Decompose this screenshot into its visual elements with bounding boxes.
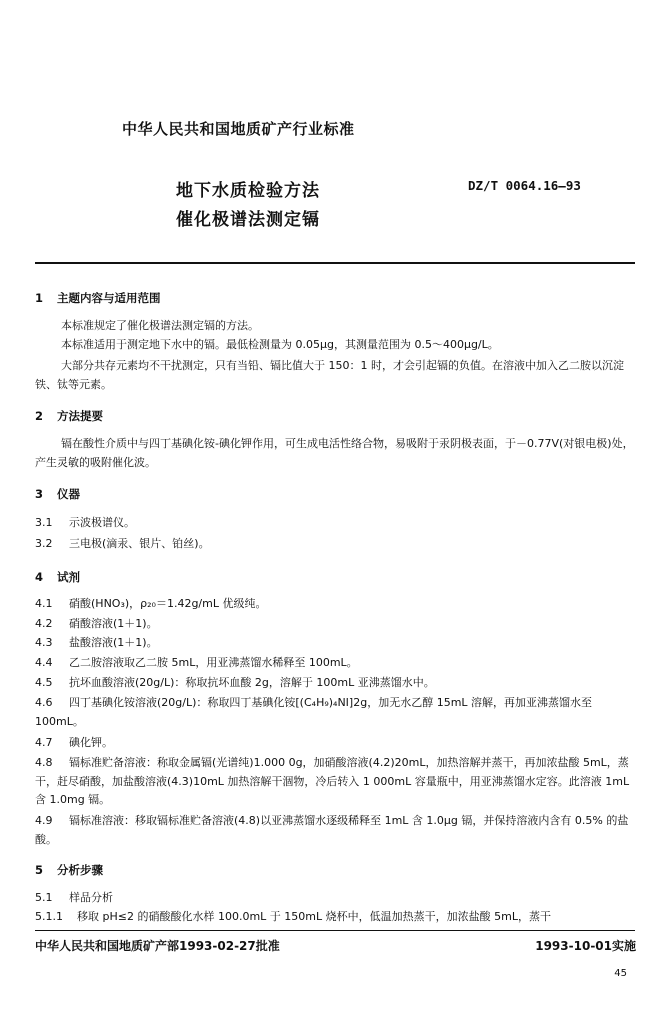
item-text: 镉标准贮备溶液：称取金属镉(光谱纯)1.000 0g，加硝酸溶液(4.2)20mL，加热溶解并蒸干，再加浓盐酸 5mL，蒸干，赶尽硝酸，加盐酸溶液(4.3)10mL 加热溶解干涸物，冷后转入 1 000mL 容量瓶中，用亚沸蒸馏水定容。此溶液 1mL 含 1.0mg 镉。	[35, 756, 630, 806]
list-item	[35, 889, 635, 908]
item-number: 4.1	[35, 597, 53, 610]
section-title: 分析步骤	[57, 863, 103, 877]
issuing-body-heading: 中华人民共和国地质矿产行业标准	[122, 120, 355, 138]
section-number: 4	[35, 570, 44, 584]
section-number: 1	[35, 291, 44, 305]
paragraph: 大部分共存元素均不干扰测定，只有当铅、镉比值大于 150：1 时，才会引起镉的负值。在溶液中加入乙二胺以沉淀铁、钛等元素。	[35, 359, 624, 391]
approval-date: 中华人民共和国地质矿产部1993-02-27批准	[35, 939, 280, 953]
section-number: 5	[35, 863, 44, 877]
item-number: 4.4	[35, 656, 53, 669]
list-item	[35, 734, 635, 753]
item-text: 乙二胺溶液取乙二胺 5mL，用亚沸蒸馏水稀释至 100mL。	[69, 656, 358, 669]
list-item	[35, 694, 635, 731]
document-title-line2: 催化极谱法测定镉	[176, 210, 320, 230]
list-item	[35, 674, 635, 693]
item-text: 移取 pH≤2 的硝酸酸化水样 100.0mL 于 150mL 烧杯中，低温加热蒸干，加浓盐酸 5mL，蒸干	[77, 910, 551, 923]
item-number: 4.5	[35, 676, 53, 689]
list-item	[35, 812, 635, 849]
footer-divider	[35, 930, 635, 931]
item-number: 3.2	[35, 537, 53, 550]
item-text: 示波极谱仪。	[69, 516, 135, 529]
item-text: 盐酸溶液(1＋1)。	[69, 636, 158, 649]
item-text: 碘化钾。	[69, 736, 113, 749]
paragraph: 镉在酸性介质中与四丁基碘化铵-碘化钾作用，可生成电活性络合物，易吸附于汞阴极表面，于－0.77V(对银电极)处，产生灵敏的吸附催化波。	[35, 437, 634, 469]
item-text: 三电极(滴汞、银片、铂丝)。	[69, 537, 210, 550]
list-item	[35, 654, 635, 673]
item-number: 3.1	[35, 516, 53, 529]
section-title: 主题内容与适用范围	[57, 291, 161, 305]
paragraph: 本标准规定了催化极谱法测定镉的方法。	[61, 319, 259, 332]
item-text: 抗坏血酸溶液(20g/L)：称取抗坏血酸 2g，溶解于 100mL 亚沸蒸馏水中。	[69, 676, 435, 689]
list-item	[35, 595, 635, 614]
section-number: 2	[35, 409, 44, 423]
paragraph: 本标准适用于测定地下水中的镉。最低检测量为 0.05μg，其测量范围为 0.5～400μg/L。	[61, 338, 499, 351]
list-item	[35, 535, 635, 554]
item-text: 镉标准溶液：移取镉标准贮备溶液(4.8)以亚沸蒸馏水逐级稀释至 1mL 含 1.0μg 镉，并保持溶液内含有 0.5% 的盐酸。	[35, 814, 629, 846]
item-number: 4.2	[35, 617, 53, 630]
section-number: 3	[35, 487, 44, 501]
item-number: 5.1.1	[35, 910, 63, 923]
item-text: 硝酸(HNO₃)，ρ₂₀＝1.42g/mL 优级纯。	[69, 597, 267, 610]
list-item	[35, 908, 635, 927]
item-text: 硝酸溶液(1＋1)。	[69, 617, 158, 630]
section-title: 方法提要	[57, 409, 103, 423]
section-3-heading	[35, 486, 80, 502]
page-number: 45	[614, 968, 627, 979]
section-title: 试剂	[57, 570, 80, 584]
section-2-heading	[35, 408, 103, 424]
list-item	[35, 754, 635, 810]
section-title: 仪器	[57, 487, 80, 501]
item-number: 4.8	[35, 756, 53, 769]
section-1-heading	[35, 290, 161, 306]
item-number: 4.6	[35, 696, 53, 709]
item-number: 4.9	[35, 814, 53, 827]
item-text: 四丁基碘化铵溶液(20g/L)：称取四丁基碘化铵[(C₄H₉)₄NI]2g，加无水乙醇 15mL 溶解，再加亚沸蒸馏水至 100mL。	[35, 696, 593, 728]
item-text: 样品分析	[69, 891, 113, 904]
list-item	[35, 514, 635, 533]
item-number: 4.3	[35, 636, 53, 649]
section-4-heading	[35, 569, 80, 585]
item-number: 5.1	[35, 891, 53, 904]
header-divider	[35, 262, 635, 264]
section-5-heading	[35, 862, 103, 878]
list-item	[35, 615, 635, 634]
implementation-date: 1993-10-01实施	[535, 939, 636, 953]
standard-code: DZ/T 0064.16—93	[468, 178, 581, 193]
list-item	[35, 634, 635, 653]
item-number: 4.7	[35, 736, 53, 749]
document-title-line1: 地下水质检验方法	[176, 181, 320, 201]
